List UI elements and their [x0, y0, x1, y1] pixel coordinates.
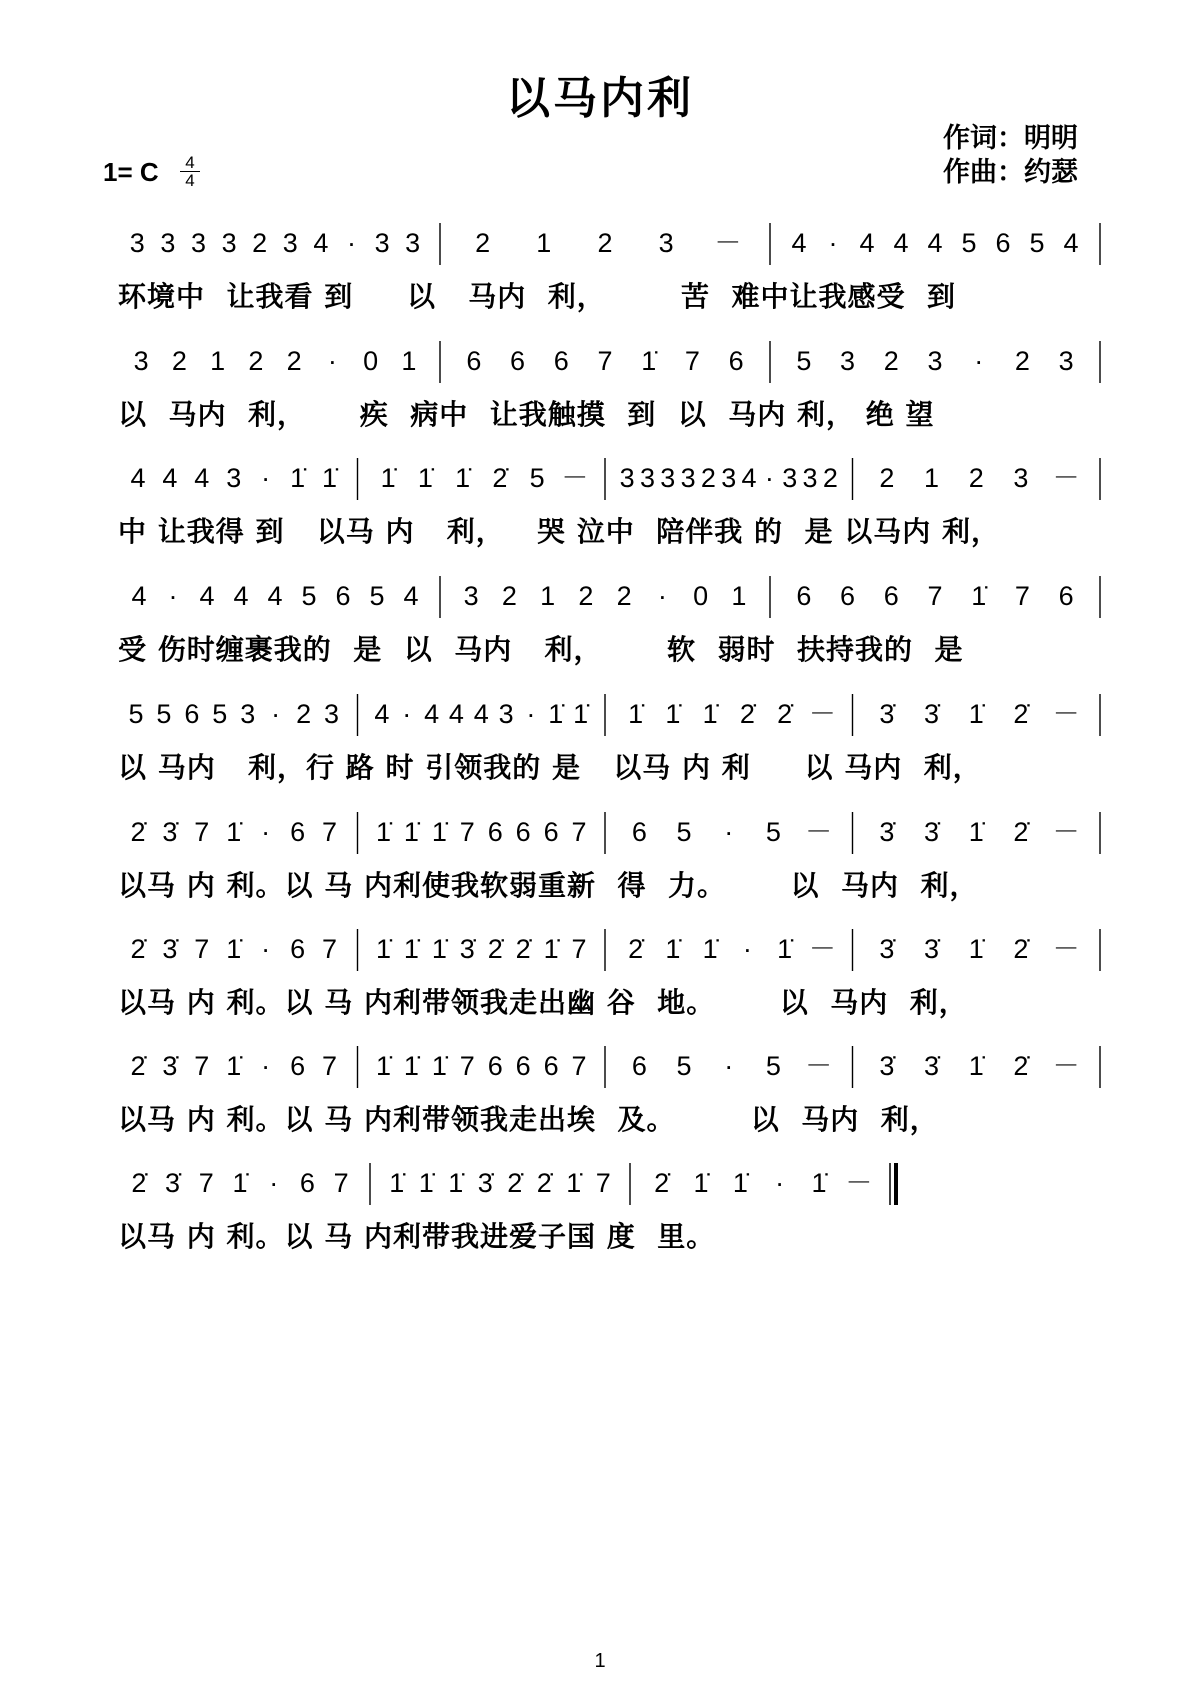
note: 1̇	[777, 934, 793, 964]
note: 2	[248, 346, 264, 376]
note: 2̇	[130, 1051, 146, 1081]
dot-mark: ·	[269, 1168, 279, 1198]
note: 2̇	[515, 934, 531, 964]
sustain-dash: －	[845, 1168, 873, 1198]
note: 6	[796, 581, 812, 611]
note: 1̇	[968, 699, 984, 729]
note: 1̇	[968, 817, 984, 847]
note: 6	[335, 581, 351, 611]
note: 5	[529, 463, 545, 493]
note: 3	[405, 228, 421, 258]
note: 5	[128, 699, 144, 729]
lyrics-line: 受 伤时缠裹我的 是 以 马内 利， 软 弱时 扶持我的 是	[118, 633, 964, 666]
note: 7	[597, 346, 613, 376]
note: 4	[131, 581, 147, 611]
note: 6	[631, 1051, 647, 1081]
note: 7	[571, 817, 587, 847]
note: 6	[1058, 581, 1074, 611]
note: 1̇	[431, 934, 447, 964]
note: 6	[728, 346, 744, 376]
note: 3	[190, 228, 207, 258]
note: 4	[313, 228, 329, 258]
note: 4	[927, 228, 943, 258]
time-signature-bottom: 4	[180, 171, 200, 189]
note: 1̇	[573, 699, 589, 729]
lyrics-line: 以 马内 利，行 路 时 引领我的 是 以马 内 利 以 马内 利，	[118, 751, 982, 784]
note: 1̇	[693, 1168, 709, 1198]
note: 3̇	[879, 699, 895, 729]
note: 3̇	[924, 934, 940, 964]
dot-mark: ·	[347, 228, 356, 258]
note: 3	[133, 346, 149, 376]
note: 4	[233, 581, 249, 611]
note: 3	[129, 228, 145, 258]
note: 3̇	[924, 817, 940, 847]
note: 2̇	[739, 699, 755, 729]
sustain-dash: －	[1052, 699, 1080, 729]
sustain-dash: －	[1052, 817, 1080, 847]
note: 3̇	[162, 1051, 178, 1081]
note: 1̇	[226, 934, 242, 964]
lyrics-line: 中 让我得 到 以马 内 利， 哭 泣中 陪伴我 的 是 以马内 利，	[118, 515, 1000, 548]
note: 3	[802, 463, 818, 493]
note: 1̇	[431, 1051, 447, 1081]
dot-mark: ·	[271, 699, 281, 729]
note: 2	[883, 346, 899, 376]
note: 3̇	[162, 817, 178, 847]
note: 2	[968, 463, 984, 493]
note: 6	[883, 581, 899, 611]
note: 6	[290, 934, 306, 964]
note: 2	[616, 581, 632, 611]
note: 3̇	[924, 1051, 940, 1081]
note: 3	[927, 346, 943, 376]
note: 5	[765, 817, 781, 847]
dot-mark: ·	[261, 817, 271, 847]
note: 2̇	[1013, 934, 1029, 964]
dot-mark: ·	[974, 346, 984, 376]
note: 3	[463, 581, 479, 611]
note: 1̇	[455, 463, 471, 493]
note: 1̇	[417, 463, 433, 493]
note: 7	[333, 1168, 349, 1198]
note: 7	[571, 934, 587, 964]
note: 3̇	[477, 1168, 493, 1198]
score-system	[0, 901, 1200, 1029]
page-number: 1	[594, 1650, 606, 1672]
score-system	[0, 1018, 1200, 1146]
note: 6	[299, 1168, 315, 1198]
note: 3	[160, 228, 176, 258]
score-system	[0, 195, 1200, 323]
note: 2	[501, 581, 517, 611]
note: 1̇	[232, 1168, 248, 1198]
lyrics-line: 以马 内 利。以 马 内利使我软弱重新 得 力。 以 马内 利，	[118, 869, 979, 902]
dot-mark: ·	[742, 934, 752, 964]
note: 1̇	[702, 934, 718, 964]
notes-row	[0, 229, 1200, 257]
lyrics-line: 以马 内 利。以 马 内利带领我走出幽 谷 地。 以 马内 利，	[118, 986, 968, 1019]
note: 5	[961, 228, 977, 258]
note: 6	[290, 817, 306, 847]
note: 6	[631, 817, 647, 847]
sustain-dash: －	[561, 463, 589, 493]
note: 1̇	[389, 1168, 405, 1198]
song-title: 以马内利	[506, 73, 694, 124]
note: 6	[515, 817, 531, 847]
note: 7	[595, 1168, 611, 1198]
note: 3	[1058, 346, 1074, 376]
credits	[943, 122, 1078, 190]
note: 2̇	[777, 699, 793, 729]
note: 6	[290, 1051, 306, 1081]
note: 2	[252, 228, 268, 258]
dot-mark: ·	[764, 463, 774, 493]
note: 2̇	[131, 1168, 147, 1198]
note: 2̇	[507, 1168, 523, 1198]
note: 5	[676, 817, 692, 847]
note: 2	[597, 228, 613, 258]
note: 2	[822, 463, 838, 493]
note: 1̇	[628, 699, 644, 729]
sustain-dash: －	[1052, 463, 1080, 493]
notes-row	[0, 818, 1200, 846]
lyrics-line: 环境中 让我看 到 以 马内 利， 苦 难中让我感受 到	[118, 280, 956, 313]
notes-row	[0, 1169, 1200, 1197]
dot-mark: ·	[168, 581, 178, 611]
note: 3	[721, 463, 737, 493]
note: 1̇	[431, 817, 447, 847]
note: 3̇	[924, 699, 940, 729]
note: 6	[553, 346, 569, 376]
note: 3̇	[165, 1168, 181, 1198]
note: 7	[322, 1051, 338, 1081]
note: 3	[226, 463, 242, 493]
dot-mark: ·	[261, 463, 271, 493]
note: 5	[156, 699, 172, 729]
note: 1̇	[418, 1168, 434, 1198]
note: 5	[369, 581, 385, 611]
note: 1̇	[290, 463, 306, 493]
note: 1̇	[448, 1168, 464, 1198]
note: 1̇	[665, 934, 681, 964]
note: 3	[639, 463, 655, 493]
note: 1	[536, 228, 552, 258]
note: 1	[924, 463, 940, 493]
note: 3̇	[879, 1051, 895, 1081]
note: 2̇	[536, 1168, 552, 1198]
note: 3	[1013, 463, 1029, 493]
note: 7	[198, 1168, 214, 1198]
note: 3	[324, 699, 340, 729]
note: 7	[194, 817, 210, 847]
dot-mark: ·	[261, 934, 271, 964]
note: 3	[619, 463, 635, 493]
note: 1	[731, 581, 747, 611]
note: 3	[374, 228, 390, 258]
note: 5	[676, 1051, 692, 1081]
score-system	[0, 666, 1200, 794]
note: 6	[543, 817, 559, 847]
note: 3	[282, 228, 298, 258]
dot-mark: ·	[327, 346, 337, 376]
note: 3	[660, 463, 676, 493]
dot-mark: ·	[402, 699, 412, 729]
note: 1̇	[403, 1051, 419, 1081]
notes-row	[0, 700, 1200, 728]
note: 3	[782, 463, 798, 493]
note: 4	[424, 699, 440, 729]
key-signature: 1= C	[103, 157, 159, 187]
notes-row	[0, 582, 1200, 610]
note: 4	[448, 699, 464, 729]
notes-row	[0, 347, 1200, 375]
note: 0	[363, 346, 379, 376]
note: 5	[1029, 228, 1045, 258]
sustain-dash: －	[714, 228, 742, 258]
note: 1̇	[665, 699, 681, 729]
note: 2̇	[1013, 817, 1029, 847]
dot-mark: ·	[526, 699, 536, 729]
note: 4	[162, 463, 178, 493]
note: 1̇	[543, 934, 559, 964]
note: 2	[700, 463, 716, 493]
note: 3	[240, 699, 256, 729]
lyrics-line: 以马 内 利。以 马 内利带领我走出埃 及。 以 马内 利，	[118, 1103, 939, 1136]
note: 6	[515, 1051, 531, 1081]
note: 2	[475, 228, 491, 258]
note: 1	[401, 346, 417, 376]
note: 2̇	[1013, 1051, 1029, 1081]
dot-mark: ·	[724, 817, 734, 847]
lyrics-line: 以 马内 利， 疾 病中 让我触摸 到 以 马内 利， 绝 望	[118, 398, 935, 431]
note: 1̇	[403, 934, 419, 964]
score-system	[0, 548, 1200, 676]
note: 6	[543, 1051, 559, 1081]
note: 3	[840, 346, 856, 376]
sustain-dash: －	[808, 699, 836, 729]
note: 4	[403, 581, 419, 611]
note: 1̇	[702, 699, 718, 729]
note: 7	[684, 346, 700, 376]
note: 1̇	[968, 934, 984, 964]
notes-row	[0, 935, 1200, 963]
note: 1̇	[566, 1168, 582, 1198]
note: 7	[459, 817, 475, 847]
note: 6	[487, 817, 503, 847]
note: 4	[130, 463, 146, 493]
dot-mark: ·	[828, 228, 838, 258]
note: 1̇	[971, 581, 987, 611]
note: 3̇	[162, 934, 178, 964]
note: 1̇	[322, 463, 338, 493]
time-signature	[180, 154, 200, 189]
note: 2̇	[130, 817, 146, 847]
score-system	[0, 1135, 1200, 1263]
note: 4	[893, 228, 909, 258]
score-system	[0, 430, 1200, 558]
note: 4	[473, 699, 489, 729]
note: 2	[578, 581, 594, 611]
note: 3	[658, 228, 674, 258]
note: 7	[194, 1051, 210, 1081]
note: 2̇	[628, 934, 644, 964]
note: 1̇	[968, 1051, 984, 1081]
note: 5	[301, 581, 317, 611]
score-system	[0, 784, 1200, 912]
lyrics-line: 以马 内 利。以 马 内利带我进爱子国 度 里。	[118, 1220, 716, 1253]
note: 5	[765, 1051, 781, 1081]
note: 4	[859, 228, 875, 258]
note: 1̇	[226, 817, 242, 847]
note: 1̇	[375, 817, 391, 847]
notes-row	[0, 1052, 1200, 1080]
note: 3̇	[879, 934, 895, 964]
sustain-dash: －	[1052, 1051, 1080, 1081]
note: 2	[296, 699, 312, 729]
sustain-dash: －	[808, 934, 836, 964]
note: 1̇	[226, 1051, 242, 1081]
dot-mark: ·	[724, 1051, 734, 1081]
note: 1̇	[375, 1051, 391, 1081]
composer: 作曲：约瑟	[943, 157, 1078, 188]
note: 1̇	[641, 346, 657, 376]
note: 1̇	[380, 463, 396, 493]
note: 1	[210, 346, 226, 376]
score-system	[0, 313, 1200, 441]
note: 2̇	[130, 934, 146, 964]
dot-mark: ·	[261, 1051, 271, 1081]
note: 1̇	[403, 817, 419, 847]
note: 6	[510, 346, 526, 376]
note: 4	[1063, 228, 1079, 258]
note: 5	[212, 699, 228, 729]
note: 4	[194, 463, 210, 493]
note: 2	[879, 463, 895, 493]
note: 7	[322, 817, 338, 847]
note: 7	[322, 934, 338, 964]
notes-row	[0, 464, 1200, 492]
note: 4	[199, 581, 215, 611]
note: 3̇	[459, 934, 475, 964]
note: 4	[741, 463, 757, 493]
sustain-dash: －	[1052, 934, 1080, 964]
note: 2	[286, 346, 302, 376]
time-signature-top: 4	[185, 153, 195, 172]
sustain-dash: －	[805, 1051, 833, 1081]
note: 2	[1014, 346, 1030, 376]
note: 7	[927, 581, 943, 611]
note: 2̇	[654, 1168, 670, 1198]
note: 7	[459, 1051, 475, 1081]
note: 4	[791, 228, 807, 258]
note: 7	[194, 934, 210, 964]
note: 4	[267, 581, 283, 611]
note: 6	[184, 699, 200, 729]
note: 3	[221, 228, 237, 258]
note: 6	[466, 346, 482, 376]
note: 1̇	[375, 934, 391, 964]
dot-mark: ·	[775, 1168, 785, 1198]
note: 2̇	[1013, 699, 1029, 729]
note: 2	[171, 346, 187, 376]
dot-mark: ·	[657, 581, 667, 611]
note: 0	[693, 581, 709, 611]
note: 1	[540, 581, 556, 611]
note: 7	[1014, 581, 1030, 611]
note: 6	[487, 1051, 503, 1081]
note: 1̇	[732, 1168, 748, 1198]
note: 2̇	[487, 934, 503, 964]
lyricist: 作词：明明	[943, 123, 1078, 154]
note: 6	[840, 581, 856, 611]
note: 4	[374, 699, 390, 729]
note: 6	[995, 228, 1011, 258]
note: 1̇	[811, 1168, 827, 1198]
note: 3	[680, 463, 696, 493]
sustain-dash: －	[805, 817, 833, 847]
note: 2̇	[492, 463, 508, 493]
note: 7	[571, 1051, 587, 1081]
note: 5	[796, 346, 812, 376]
note: 1̇	[548, 699, 564, 729]
note: 3	[498, 699, 514, 729]
note: 3̇	[879, 817, 895, 847]
